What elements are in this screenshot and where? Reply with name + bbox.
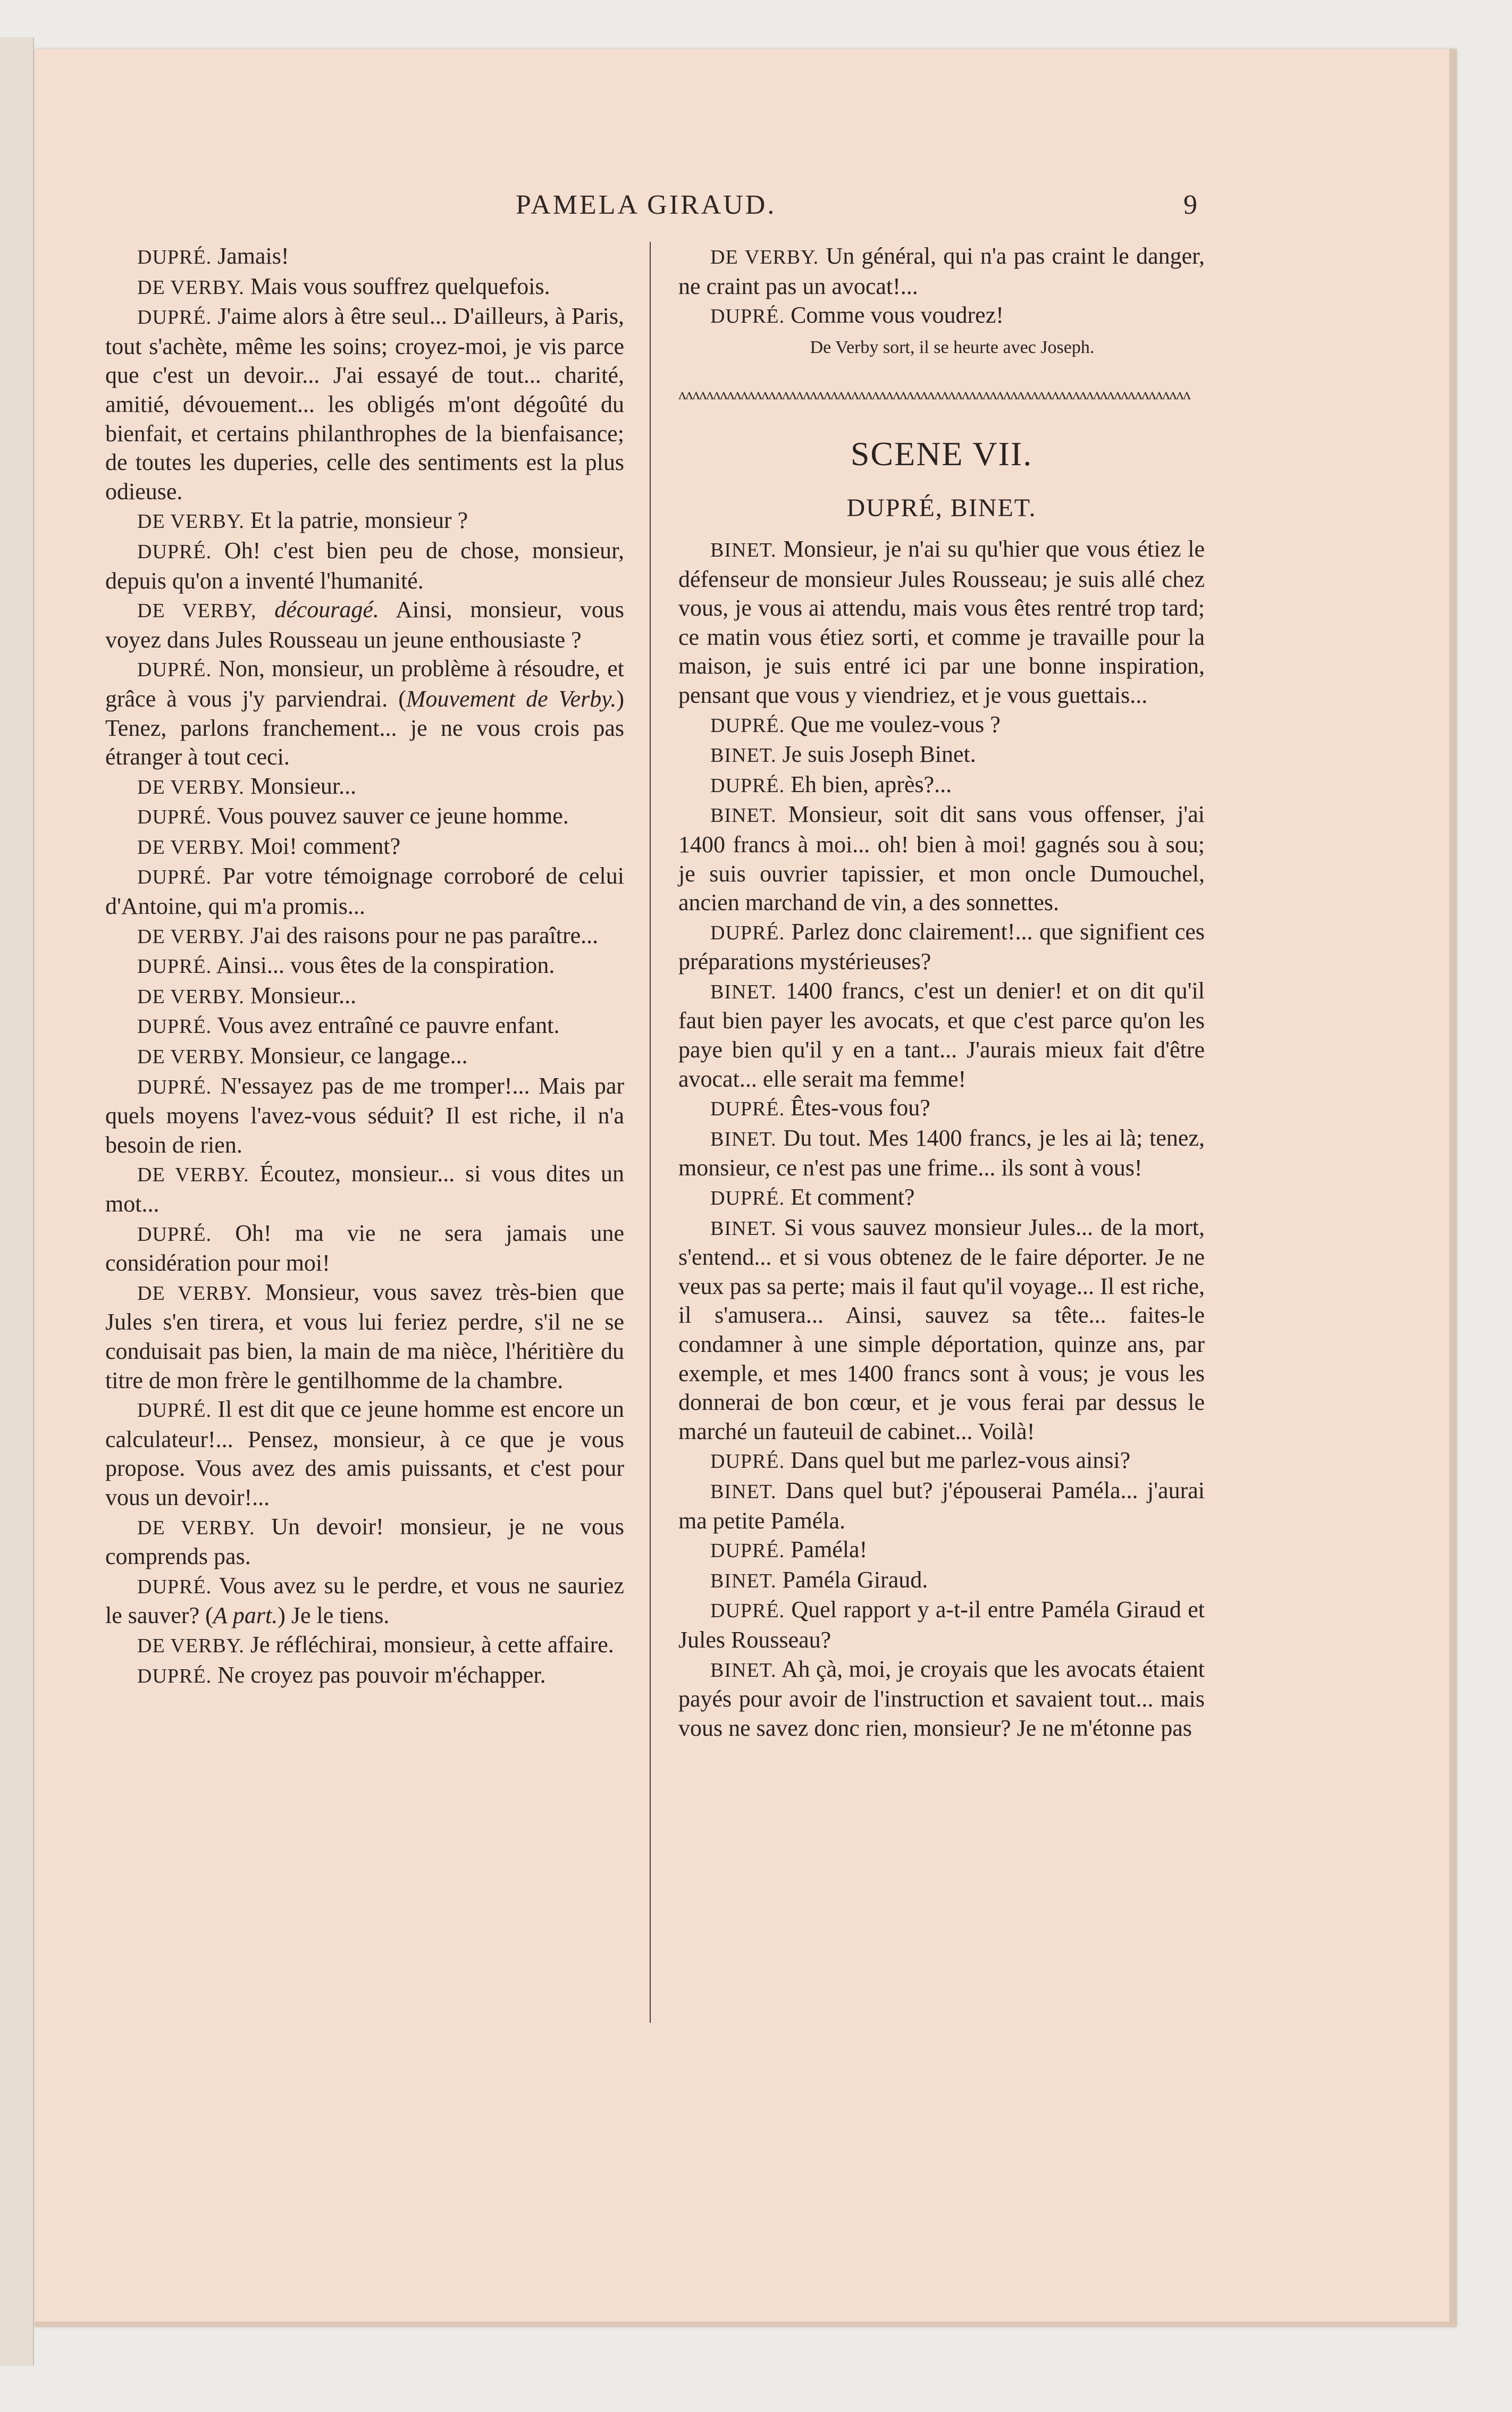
- speech: DUPRÉ. Ne croyez pas pouvoir m'échapper.: [137, 1661, 546, 1688]
- speaker-name: DUPRÉ.: [137, 806, 212, 829]
- speech: DE VERBY. Monsieur...: [137, 772, 357, 799]
- speaker-name: DUPRÉ.: [710, 714, 785, 737]
- stage-direction-inline: A part.: [213, 1602, 278, 1629]
- speaker-name: DUPRÉ.: [710, 921, 785, 944]
- speech: BINET. Ah çà, moi, je croyais que les avocats étaient payés pour avoir de l'instruction et savaient tout... mais vous ne savez donc rien, monsieur? Je ne m'étonne pas: [678, 1655, 1205, 1741]
- speaker-name: DUPRÉ.: [137, 659, 212, 682]
- speech: DE VERBY. Monsieur, ce langage...: [137, 1043, 468, 1069]
- speaker-name: DUPRÉ.: [137, 540, 212, 563]
- speaker-name: DUPRÉ.: [137, 866, 212, 889]
- speaker-name: DE VERBY.: [137, 776, 245, 799]
- right-column: [678, 242, 1205, 1743]
- stage-direction-inline: découragé.: [256, 596, 379, 623]
- speech: BINET. Monsieur, je n'ai su qu'hier que vous étiez le défenseur de monsieur Jules Rousseau; je suis allé chez vous, je vous ai attendu, mais vous êtes rentré trop tard; ce matin vous étiez sorti, et comme je travaille pour la maison, je suis entré ici par une bonne inspiration, pensant que vous y viendriez, et je vous guettais...: [678, 535, 1205, 708]
- speech: DUPRÉ. Que me voulez-vous ?: [710, 711, 1001, 737]
- stage-direction-inline: Mouvement de Verby.: [406, 685, 617, 712]
- previous-page-edge: [0, 37, 34, 2366]
- page-number: 9: [1183, 190, 1197, 220]
- scene-cast: DUPRÉ, BINET.: [846, 493, 1037, 522]
- speech: BINET. Monsieur, soit dit sans vous offenser, j'ai 1400 francs à moi... oh! bien à moi! gagnés sou à sou; je suis ouvrier tapissier, et mon oncle Dumouchel, ancien marchand de vin, a des sonnettes.: [678, 801, 1205, 916]
- speech: DUPRÉ. J'aime alors à être seul... D'ailleurs, à Paris, tout s'achète, même les soins; croyez-moi, je vis parce que c'est un devoir... J'ai essayé de tout... charité, amitié, dévouement... les obligés m'ont dégoûté du bienfait, et certains philanthrophes de la bienfaisance; de toutes les duperies, celle des sentiments est la plus odieuse.: [105, 303, 624, 505]
- speaker-name: BINET.: [710, 1128, 777, 1150]
- speaker-name: BINET.: [710, 1569, 777, 1592]
- speaker-name: DUPRÉ.: [137, 1223, 212, 1246]
- speech: DE VERBY. Un général, qui n'a pas craint le danger, ne craint pas un avocat!...: [678, 243, 1205, 299]
- ornamental-rule: ʌʌʌʌʌʌʌʌʌʌʌʌʌʌʌʌʌʌʌʌʌʌʌʌʌʌʌʌʌʌʌʌʌʌʌʌʌʌʌʌʌʌʌʌʌʌʌʌʌʌʌʌʌʌʌʌʌʌʌʌʌʌʌʌʌʌʌʌʌʌʌʌʌʌ: [678, 385, 1190, 404]
- speech: BINET. Du tout. Mes 1400 francs, je les ai là; tenez, monsieur, ce n'est pas une frime... ils sont à vous!: [678, 1124, 1205, 1181]
- speaker-name: BINET.: [710, 804, 777, 827]
- speech: DUPRÉ. Êtes-vous fou?: [710, 1095, 930, 1121]
- speaker-name: DE VERBY.: [137, 1164, 249, 1187]
- scene-title: SCENE VII.: [850, 434, 1033, 473]
- speaker-name: DUPRÉ.: [710, 1450, 785, 1473]
- speech: DUPRÉ. Ainsi... vous êtes de la conspiration.: [137, 952, 555, 979]
- speaker-name: DUPRÉ.: [137, 246, 212, 268]
- speaker-name: BINET.: [710, 744, 777, 767]
- speech: DUPRÉ. Oh! c'est bien peu de chose, monsieur, depuis qu'on a inventé l'humanité.: [105, 537, 624, 594]
- speaker-name: BINET.: [710, 1217, 777, 1240]
- speech: DUPRÉ. Parlez donc clairement!... que signifient ces préparations mystérieuses?: [678, 918, 1205, 975]
- running-title: PAMELA GIRAUD.: [516, 190, 777, 220]
- speech: DE VERBY. Écoutez, monsieur... si vous dites un mot...: [105, 1161, 624, 1217]
- speech: BINET. Dans quel but? j'épouserai Paméla... j'aurai ma petite Paméla.: [678, 1477, 1205, 1534]
- speaker-name: DUPRÉ.: [137, 1015, 212, 1038]
- speech: DUPRÉ. Il est dit que ce jeune homme est encore un calculateur!... Pensez, monsieur, à ce que je vous propose. Vous avez des amis puissants, et c'est pour vous un devoir!...: [105, 1396, 624, 1510]
- speaker-name: DE VERBY.: [710, 246, 819, 268]
- speaker-name: DE VERBY.: [137, 276, 245, 299]
- speaker-name: DUPRÉ.: [137, 1665, 212, 1687]
- speaker-name: DE VERBY.: [137, 836, 245, 859]
- speaker-name: DUPRÉ.: [710, 1187, 785, 1210]
- speech: BINET. Je suis Joseph Binet.: [710, 741, 976, 768]
- speaker-name: BINET.: [710, 1659, 777, 1682]
- left-column: [105, 242, 624, 1691]
- speaker-name: BINET.: [710, 980, 777, 1003]
- speech: DUPRÉ. Vous pouvez sauver ce jeune homme.: [137, 803, 569, 829]
- speaker-name: DUPRÉ.: [137, 1399, 212, 1422]
- speech: DUPRÉ. N'essayez pas de me tromper!... Mais par quels moyens l'avez-vous séduit? Il est riche, il n'a besoin de rien.: [105, 1072, 624, 1158]
- speech: BINET. Paméla Giraud.: [710, 1566, 928, 1593]
- stage-direction: De Verby sort, il se heurte avec Joseph.: [810, 337, 1095, 357]
- speaker-name: DUPRÉ.: [137, 306, 212, 329]
- speaker-name: DE VERBY.: [137, 985, 245, 1008]
- speech: DUPRÉ. Par votre témoignage corroboré de celui d'Antoine, qui m'a promis...: [105, 863, 624, 920]
- speech: DE VERBY. Monsieur...: [137, 982, 357, 1008]
- speech: BINET. Si vous sauvez monsieur Jules... de la mort, s'entend... et si vous obtenez de le faire déporter. Je ne veux pas sa perte; mais il faut qu'il voyage... Il est riche, il s'amusera... Ainsi, sauvez sa tête... faites-le condamner à une simple déportation, quinze ans, par exemple, et mes 1400 francs sont à vous; je vous les donnerai de bon cœur, et je vous ferai par dessus le marché un fauteuil de cabinet... Voilà!: [678, 1214, 1205, 1444]
- speech: DE VERBY. Je réfléchirai, monsieur, à cette affaire.: [137, 1631, 614, 1658]
- speaker-name: DUPRÉ.: [710, 774, 785, 797]
- speaker-name: DE VERBY.: [137, 510, 245, 533]
- speech: DUPRÉ. Jamais!: [137, 243, 289, 269]
- speaker-name: DE VERBY.: [137, 925, 245, 948]
- speech: DE VERBY. Moi! comment?: [137, 833, 401, 859]
- speech: DE VERBY, découragé. Ainsi, monsieur, vous voyez dans Jules Rousseau un jeune enthousiaste ?: [105, 596, 624, 653]
- speaker-name: DUPRÉ.: [137, 955, 212, 978]
- speech: DE VERBY. Et la patrie, monsieur ?: [137, 507, 468, 534]
- speaker-name: DUPRÉ.: [710, 1098, 785, 1121]
- speaker-name: DE VERBY.: [137, 1516, 255, 1539]
- speaker-name: DE VERBY.: [137, 1282, 252, 1305]
- speech: DUPRÉ. Paméla!: [710, 1536, 868, 1563]
- speaker-name: DUPRÉ.: [137, 1075, 212, 1098]
- speaker-name: DUPRÉ.: [137, 1575, 212, 1598]
- speech: DUPRÉ. Eh bien, après?...: [710, 771, 952, 797]
- speech: DE VERBY. J'ai des raisons pour ne pas paraître...: [137, 922, 599, 948]
- speech: DE VERBY. Mais vous souffrez quelquefois.: [137, 273, 550, 299]
- speech: DE VERBY. Un devoir! monsieur, je ne vous comprends pas.: [105, 1513, 625, 1570]
- speaker-name: DE VERBY.: [137, 1634, 245, 1657]
- speech: DUPRÉ. Comme vous voudrez!: [710, 302, 1004, 329]
- speech: DUPRÉ. Quel rapport y a-t-il entre Paméla Giraud et Jules Rousseau?: [678, 1596, 1205, 1653]
- speaker-name: DUPRÉ.: [710, 305, 785, 328]
- speech: DE VERBY. Monsieur, vous savez très-bien que Jules s'en tirera, et vous lui feriez perdre, s'il ne se conduisait pas bien, la main de ma nièce, l'héritière du titre de mon frère le gentilhomme de la chambre.: [105, 1279, 624, 1393]
- speech: DUPRÉ. Oh! ma vie ne sera jamais une considération pour moi!: [105, 1220, 624, 1276]
- speaker-name: DE VERBY.: [137, 1046, 245, 1069]
- speech: DUPRÉ. Vous avez entraîné ce pauvre enfant.: [137, 1012, 560, 1039]
- speech: DUPRÉ. Dans quel but me parlez-vous ainsi?: [710, 1447, 1131, 1474]
- speech: DUPRÉ. Non, monsieur, un problème à résoudre, et grâce à vous j'y parviendrai. (Mouvement de Verby.) Tenez, parlons franchement... je ne vous crois pas étranger à tout ceci.: [105, 655, 624, 770]
- speaker-name: DUPRÉ.: [710, 1540, 785, 1562]
- speaker-name: BINET.: [710, 539, 777, 561]
- speaker-name: DE VERBY,: [137, 600, 257, 623]
- speaker-name: DUPRÉ.: [710, 1600, 785, 1623]
- speech: DUPRÉ. Vous avez su le perdre, et vous ne sauriez le sauver? (A part.) Je le tiens.: [105, 1572, 624, 1629]
- column-rule: [650, 242, 651, 2023]
- speaker-name: BINET.: [710, 1480, 777, 1503]
- speech: BINET. 1400 francs, c'est un denier! et on dit qu'il faut bien payer les avocats, et que c'est parce qu'on les paye bien qu'il y en a tant... J'aurais mieux fait d'être avocat... elle serait ma femme!: [678, 977, 1205, 1092]
- speech: DUPRÉ. Et comment?: [710, 1184, 915, 1211]
